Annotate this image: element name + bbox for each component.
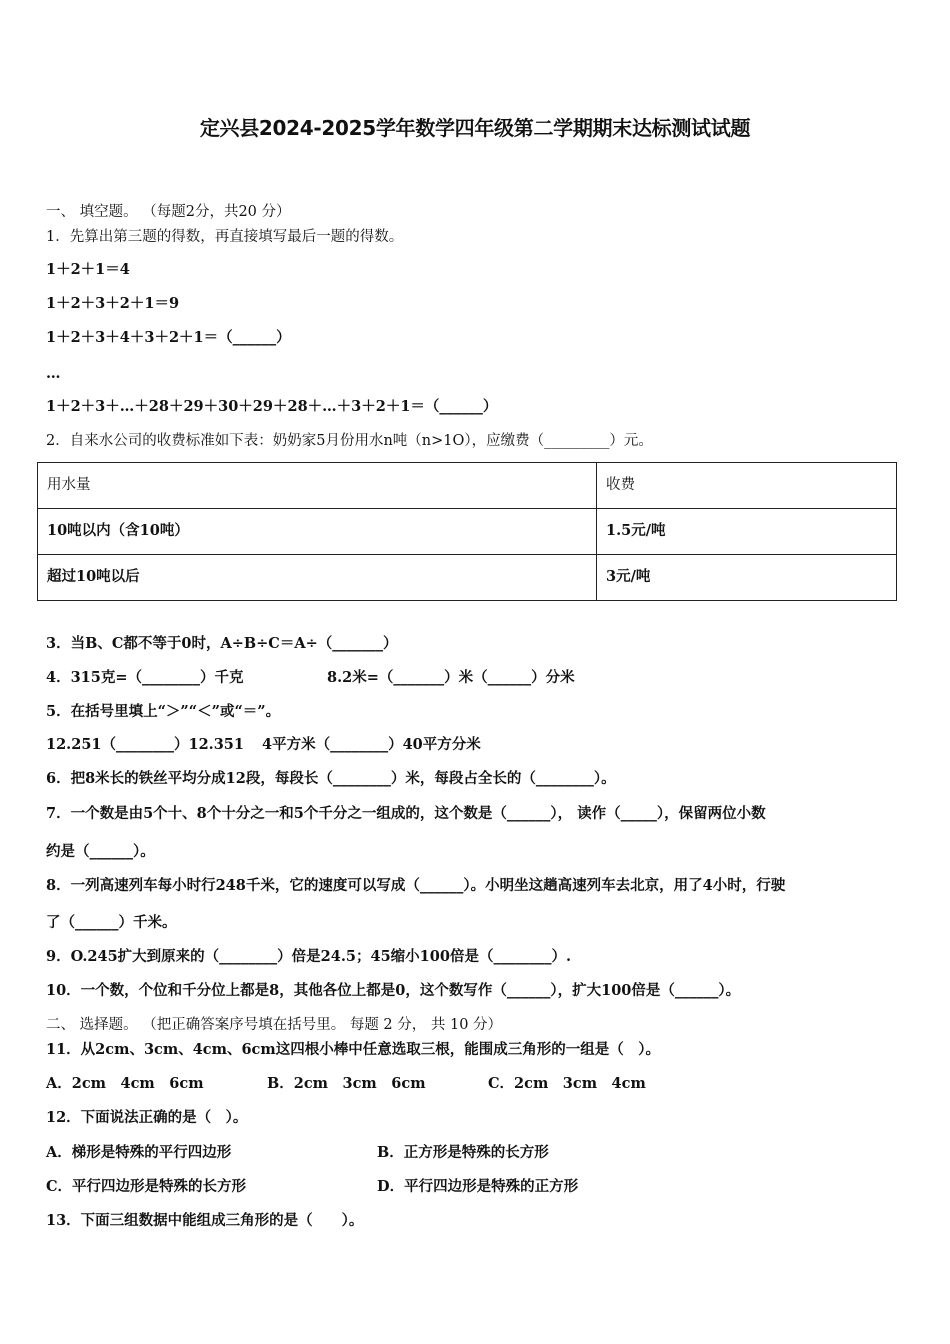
question-5-part-a: 12.251（________）12.351 bbox=[46, 736, 244, 753]
table-row bbox=[38, 509, 897, 555]
question-4-part-a: 4．315克=（________）千克 bbox=[46, 669, 244, 686]
question-13-text: 13．下面三组数据中能组成三角形的是（ ）。 bbox=[46, 1212, 364, 1229]
question-8-line-2: 了（______）千米。 bbox=[46, 914, 177, 931]
question-7-line-2: 约是（______）。 bbox=[46, 843, 155, 860]
table-cell: 3元/吨 bbox=[597, 555, 897, 601]
table-cell: 1.5元/吨 bbox=[597, 509, 897, 555]
section-2-heading: 二、 选择题。 （把正确答案序号填在括号里。 每题 2 分， 共 10 分） bbox=[46, 1017, 503, 1033]
question-7-line-1: 7．一个数是由5个十、8个十分之一和5个千分之一组成的，这个数是（______）， 读作（_____），保留两位小数 bbox=[46, 805, 766, 822]
table-row bbox=[38, 555, 897, 601]
question-11-text: 11．从2cm、3cm、4cm、6cm这四根小棒中任意选取三根，能围成三角形的一组是（ ）。 bbox=[46, 1041, 660, 1058]
question-12-option-a: A．梯形是特殊的平行四边形 bbox=[46, 1144, 232, 1161]
question-11-option-b: B．2cm 3cm 6cm bbox=[267, 1075, 426, 1092]
question-5-text: 5．在括号里填上“＞”“＜”或“＝”。 bbox=[46, 703, 281, 720]
question-12-option-c: C．平行四边形是特殊的长方形 bbox=[46, 1178, 247, 1195]
question-1-line-5: 1＋2＋3＋…＋28＋29＋30＋29＋28＋…＋3＋2＋1＝（______） bbox=[46, 398, 498, 415]
question-3-text: 3．当B、C都不等于0时，A÷B÷C＝A÷（_______） bbox=[46, 635, 398, 652]
question-1-text: 1．先算出第三题的得数，再直接填写最后一题的得数。 bbox=[46, 229, 404, 245]
water-fee-table bbox=[37, 462, 897, 601]
question-1-line-2: 1＋2＋3＋2＋1＝9 bbox=[46, 295, 180, 312]
question-12-text: 12．下面说法正确的是（ ）。 bbox=[46, 1109, 248, 1126]
question-6-text: 6．把8米长的铁丝平均分成12段，每段长（________）米，每段占全长的（________）。 bbox=[46, 770, 616, 787]
table-header-fee: 收费 bbox=[597, 463, 897, 509]
question-1-line-1: 1＋2＋1＝4 bbox=[46, 261, 130, 278]
question-1-line-3: 1＋2＋3＋4＋3＋2＋1＝（______） bbox=[46, 329, 291, 346]
question-2-text: 2．自来水公司的收费标准如下表：奶奶家5月份用水n吨（n>1O），应缴费（_________）元。 bbox=[46, 433, 653, 449]
table-row bbox=[38, 463, 897, 509]
question-8-line-1: 8．一列高速列车每小时行248千米，它的速度可以写成（______）。小明坐这趟高速列车去北京，用了4小时，行驶 bbox=[46, 877, 786, 894]
question-4-part-b: 8.2米=（_______）米（______）分米 bbox=[327, 669, 575, 686]
page-title: 定兴县2024-2025学年数学四年级第二学期期末达标测试试题 bbox=[199, 116, 751, 140]
table-cell: 超过10吨以后 bbox=[38, 555, 597, 601]
question-9-text: 9．O.245扩大到原来的（________）倍是24.5；45缩小100倍是（________）. bbox=[46, 948, 571, 965]
question-12-option-d: D．平行四边形是特殊的正方形 bbox=[377, 1178, 579, 1195]
question-11-option-c: C．2cm 3cm 4cm bbox=[488, 1075, 646, 1092]
table-cell: 10吨以内（含10吨） bbox=[38, 509, 597, 555]
question-1-ellipsis: … bbox=[46, 365, 61, 382]
question-11-option-a: A．2cm 4cm 6cm bbox=[46, 1075, 204, 1092]
question-10-text: 10．一个数，个位和千分位上都是8，其他各位上都是0，这个数写作（______），扩大100倍是（______）。 bbox=[46, 982, 741, 999]
section-1-heading: 一、 填空题。 （每题2分，共20 分） bbox=[46, 204, 291, 220]
question-12-option-b: B．正方形是特殊的长方形 bbox=[377, 1144, 549, 1161]
question-5-part-b: 4平方米（________）40平方分米 bbox=[262, 736, 481, 753]
table-header-usage: 用水量 bbox=[38, 463, 597, 509]
